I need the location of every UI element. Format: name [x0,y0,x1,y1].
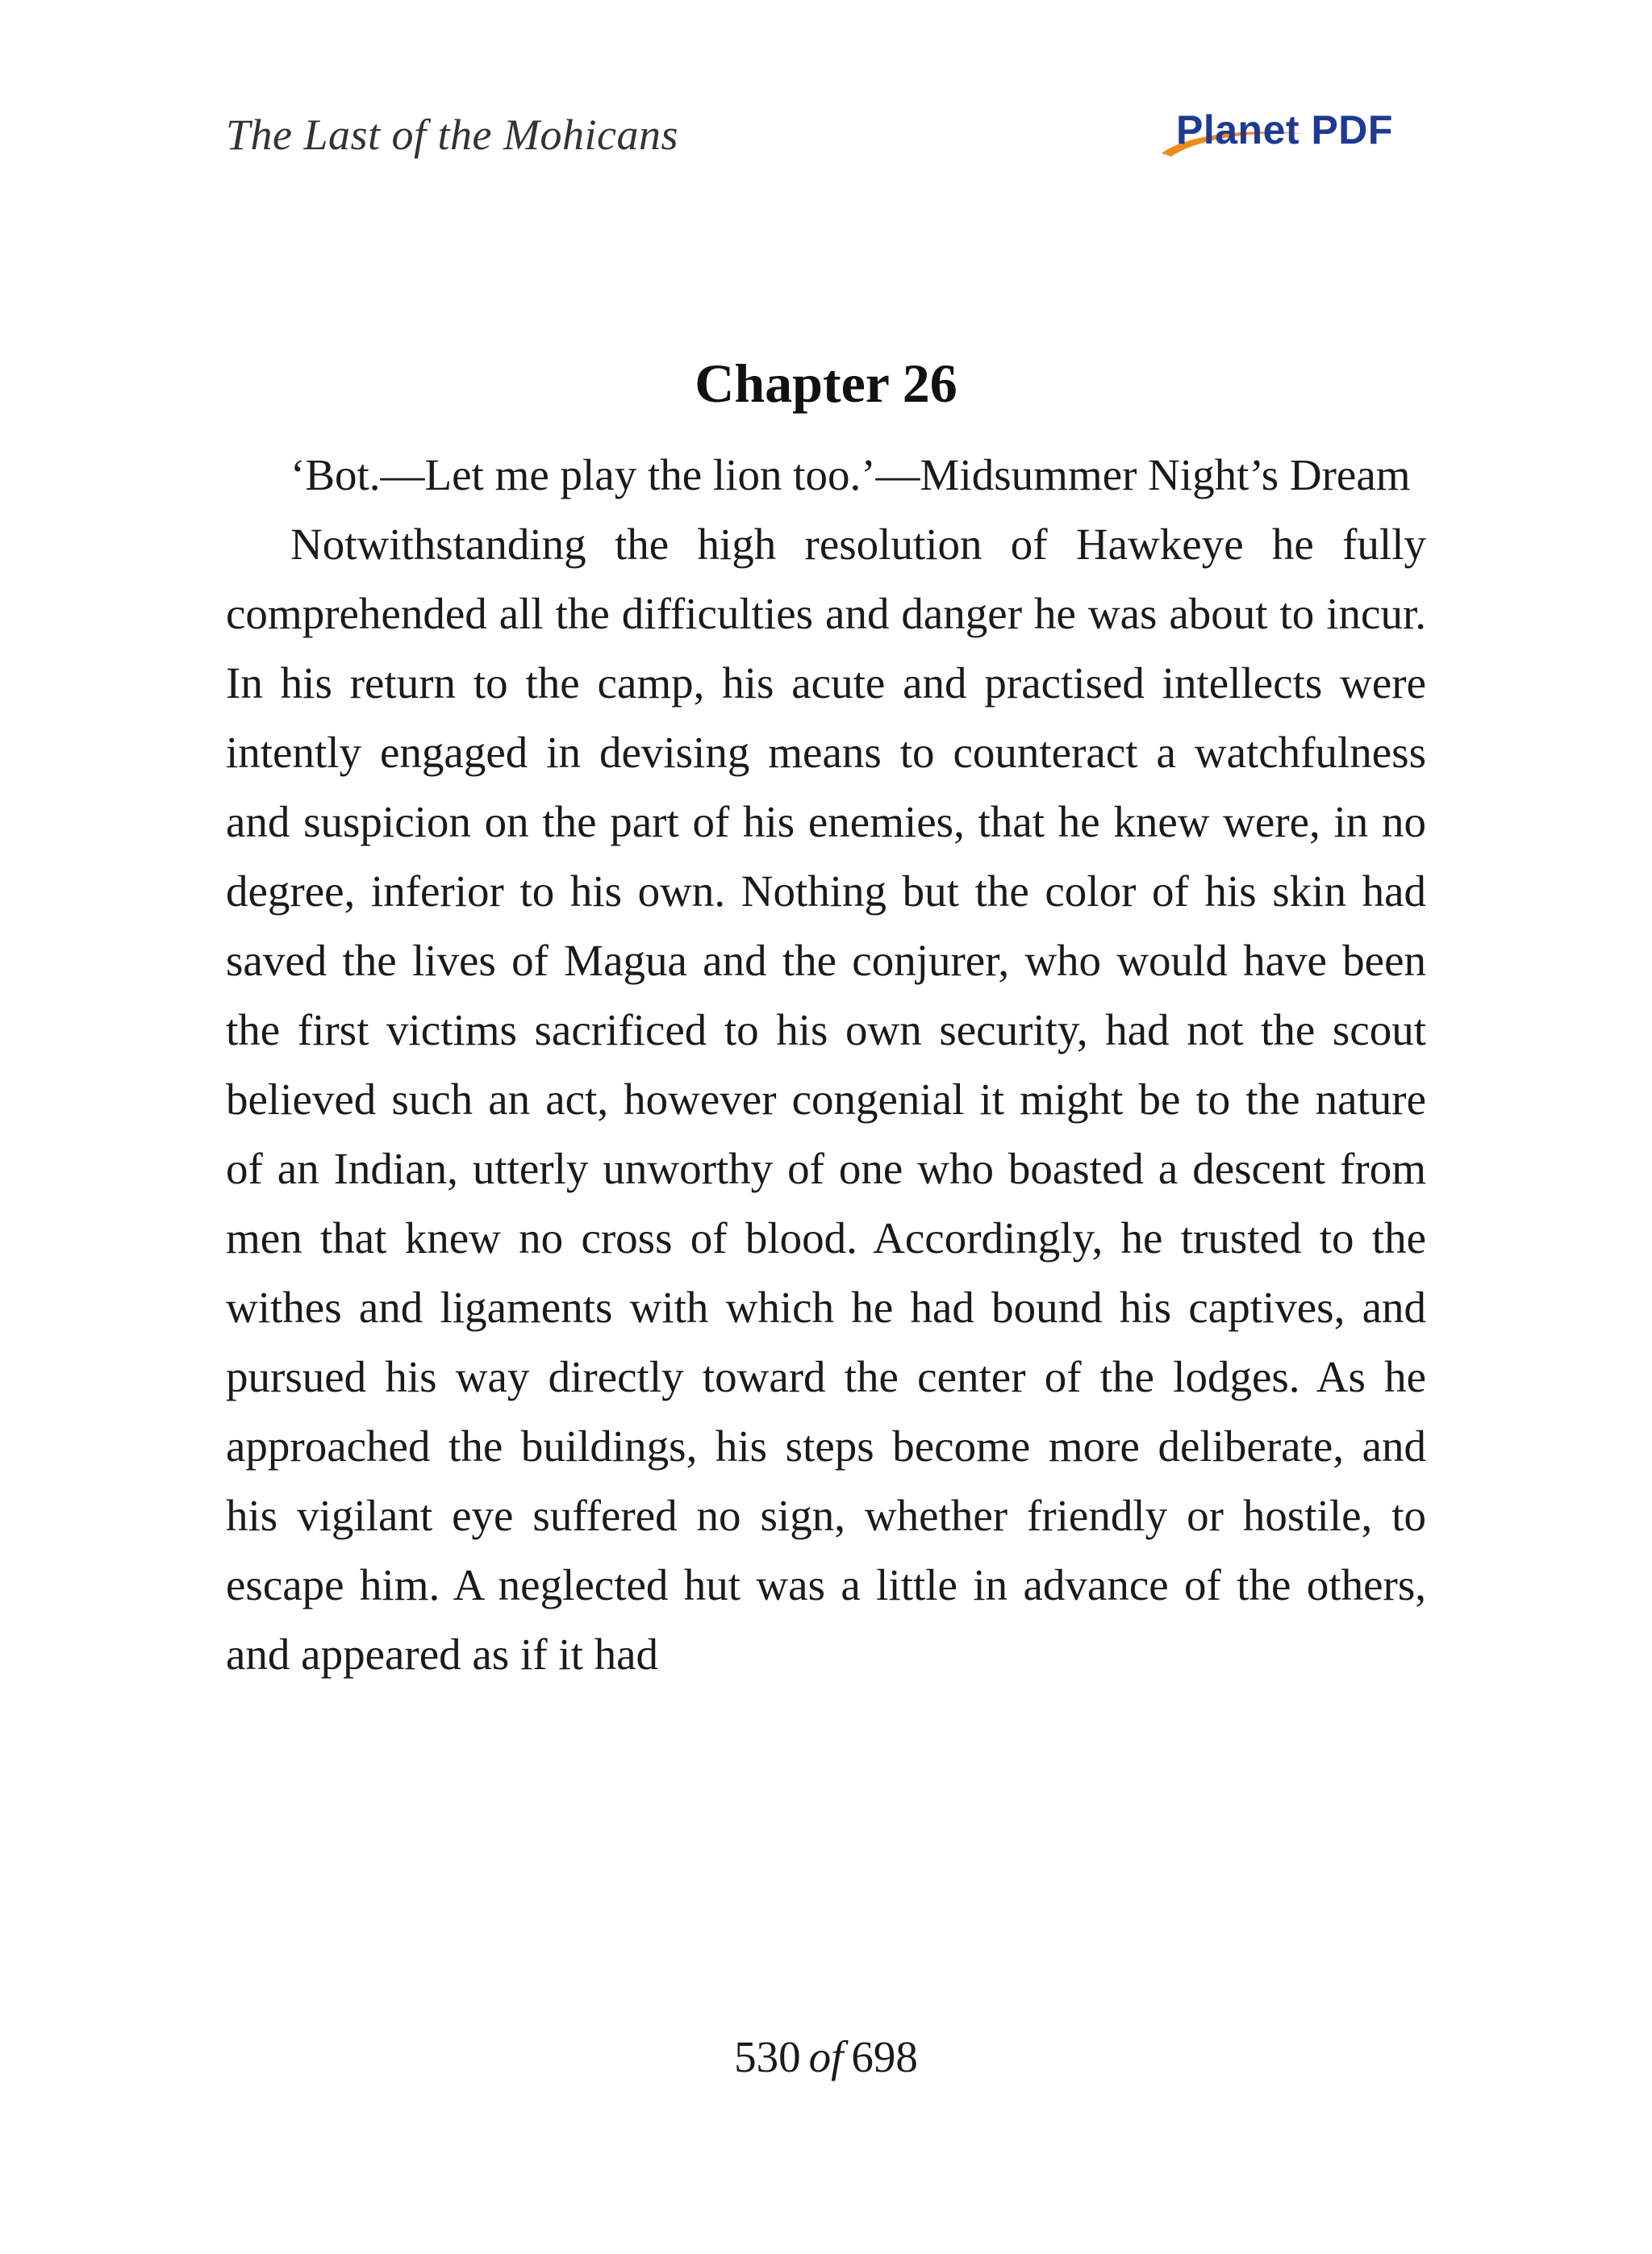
total-pages: 698 [851,2032,918,2081]
current-page: 530 [734,2032,801,2081]
logo-text: Planet PDF [1176,107,1393,152]
page-number [0,2031,1652,2082]
planet-pdf-logo [1153,103,1395,168]
chapter-title: Chapter 26 [695,352,957,414]
epigraph: ‘Bot.—Let me play the lion too.’—Midsummer Night’s Dream [290,450,1411,499]
body-paragraph: Notwithstanding the high resolution of Hawkeye he fully comprehended all the difficulties and danger he was about to incur. In his return to the camp, his acute and practised intellects were intently engaged in devising means to counteract a watchfulness and suspicion on the part of his enemies, that he knew were, in no degree, inferior to his own. Nothing but the color of his skin had saved the lives of Magua and the conjurer, who would have been the first victims sacrificed to his own security, had not the scout believed such an act, however congenial it might be to the nature of an Indian, utterly unworthy of one who boasted a descent from men that knew no cross of blood. Accordingly, he trusted to the withes and ligaments with which he had bound his captives, and pursued his way directly toward the center of the lodges. As he approached the buildings, his steps become more deliberate, and his vigilant eye suffered no sign, whether friendly or hostile, to escape him. A neglected hut was a little in advance of the others, and appeared as if it had [226,520,1426,1679]
book-title: The Last of the Mohicans [226,111,678,159]
page-header [226,103,1426,168]
page-of-label: of [808,2032,844,2081]
chapter-body [226,440,1426,1689]
